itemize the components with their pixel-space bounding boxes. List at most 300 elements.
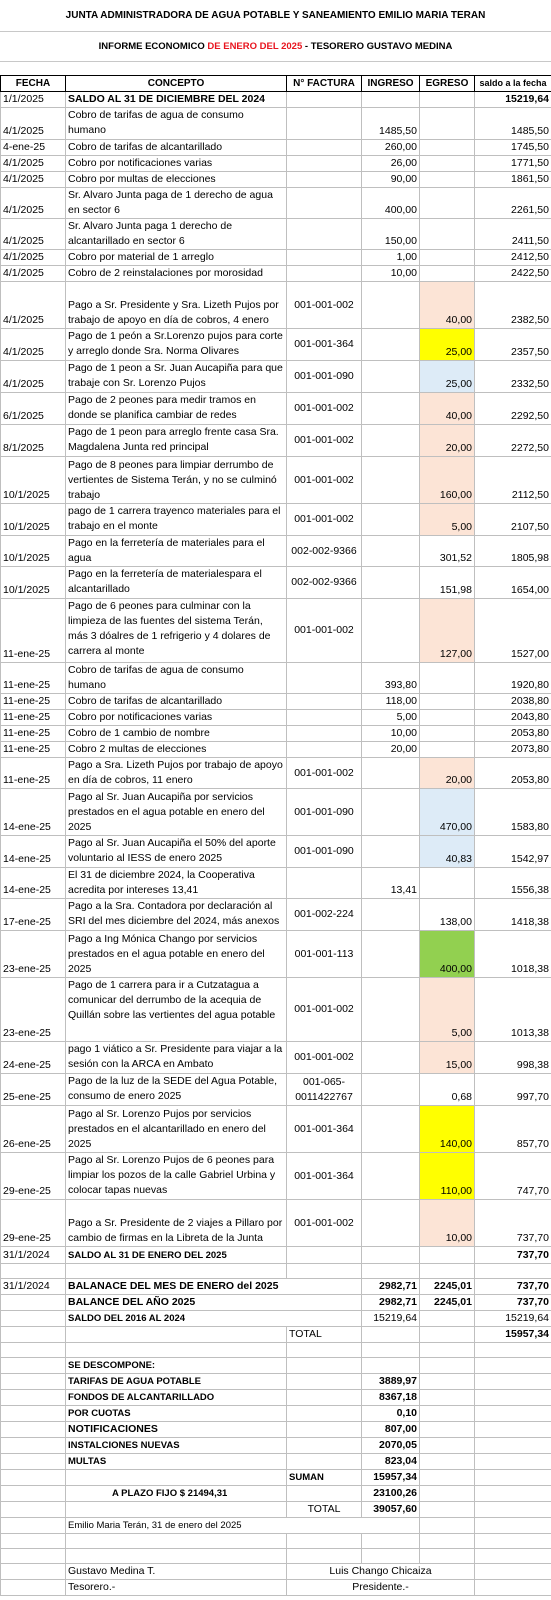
breakdown-label: MULTAS: [66, 1454, 287, 1470]
table-row: [1, 1042, 551, 1074]
plazo-fijo-row: [1, 1486, 551, 1502]
row-egreso: [420, 188, 475, 219]
balance-month-saldo: 737,70: [475, 1279, 551, 1295]
breakdown-value: 2070,05: [362, 1438, 420, 1454]
signer2-name: Luis Chango Chicaiza: [287, 1564, 475, 1580]
balance-month-egreso: 2245,01: [420, 1279, 475, 1295]
row-ingreso: [362, 931, 420, 978]
col-header-concepto: CONCEPTO: [66, 76, 287, 92]
breakdown-heading: SE DESCOMPONE:: [66, 1358, 287, 1374]
table-row: [1, 758, 551, 789]
suman-row: [1, 1470, 551, 1486]
table-row: [1, 250, 551, 266]
row-fecha: 26-ene-25: [1, 1106, 66, 1153]
plazo-fijo-label: A PLAZO FIJO $ 21494,31: [66, 1486, 287, 1502]
row-saldo: 1527,00: [475, 599, 551, 663]
row-saldo: 2107,50: [475, 504, 551, 536]
table-row: [1, 108, 551, 140]
row-concepto: Cobro de tarifas de agua de consumo humano: [66, 108, 287, 140]
breakdown-row: [1, 1406, 551, 1422]
table-row: [1, 567, 551, 599]
row-saldo: 1920,80: [475, 663, 551, 694]
table-row: [1, 156, 551, 172]
row-fecha: 1/1/2025: [1, 92, 66, 108]
row-concepto: Pago al Sr. Juan Aucapiña el 50% del aporte voluntario al IESS de enero 2025: [66, 836, 287, 868]
row-saldo: 1013,38: [475, 978, 551, 1042]
row-fecha: 14-ene-25: [1, 836, 66, 868]
row-egreso: [420, 868, 475, 899]
row-factura: 001-001-002: [287, 978, 362, 1042]
table-row: [1, 1200, 551, 1247]
table-row: [1, 931, 551, 978]
row-fecha: 4/1/2025: [1, 250, 66, 266]
row-egreso: 301,52: [420, 536, 475, 567]
row-ingreso: 5,00: [362, 710, 420, 726]
table-row: [1, 836, 551, 868]
summary-body: [1, 1264, 551, 1374]
row-egreso: 20,00: [420, 758, 475, 789]
row-concepto: Pago en la ferretería de materialespara el alcantarillado: [66, 567, 287, 599]
row-factura: 002-002-9366: [287, 567, 362, 599]
signer1-name: Gustavo Medina T.: [66, 1564, 287, 1580]
row-saldo: 1542,97: [475, 836, 551, 868]
row-egreso: 25,00: [420, 329, 475, 361]
row-factura: 001-001-113: [287, 931, 362, 978]
row-fecha: 23-ene-25: [1, 978, 66, 1042]
row-factura: 001-001-364: [287, 329, 362, 361]
ledger-table: [0, 75, 551, 1596]
row-saldo: 1771,50: [475, 156, 551, 172]
row-saldo: 2038,80: [475, 694, 551, 710]
row-fecha: 29-ene-25: [1, 1153, 66, 1200]
row-concepto: Pago a Sr. Presidente de 2 viajes a Pillaro por cambio de firmas en la Libreta de la Junta: [66, 1200, 287, 1247]
row-fecha: 11-ene-25: [1, 758, 66, 789]
row-saldo: 2053,80: [475, 726, 551, 742]
table-row: [1, 789, 551, 836]
row-saldo: 2382,50: [475, 282, 551, 329]
row-ingreso: 20,00: [362, 742, 420, 758]
col-header-egreso: EGRESO: [420, 76, 475, 92]
header-row: [1, 76, 551, 92]
row-concepto: Pago de 2 peones para medir tramos en donde se planifica cambiar de redes: [66, 393, 287, 425]
row-concepto: Pago de 1 peon para arreglo frente casa Sra. Magdalena Junta red principal: [66, 425, 287, 457]
balance-year-saldo: 737,70: [475, 1295, 551, 1311]
row-ingreso: [362, 758, 420, 789]
row-concepto: Cobro de tarifas de agua de consumo humano: [66, 663, 287, 694]
report-subtitle: [0, 31, 551, 62]
balance-month-label: BALANACE DEL MES DE ENERO del 2025: [66, 1279, 362, 1295]
saldo-2016-ingreso: 15219,64: [362, 1311, 420, 1327]
table-row: [1, 1074, 551, 1106]
row-factura: [287, 726, 362, 742]
row-saldo: 1418,38: [475, 899, 551, 931]
row-factura: 001-001-090: [287, 836, 362, 868]
row-ingreso: [362, 536, 420, 567]
row-ingreso: 150,00: [362, 219, 420, 250]
row-ingreso: [362, 836, 420, 868]
row-saldo: 2412,50: [475, 250, 551, 266]
table-row: [1, 266, 551, 282]
row-ingreso: [362, 361, 420, 393]
table-row: [1, 282, 551, 329]
row-egreso: [420, 92, 475, 108]
row-saldo: 737,70: [475, 1247, 551, 1264]
row-saldo: 2112,50: [475, 457, 551, 504]
balance-month-row: [1, 1279, 551, 1295]
row-saldo: 15219,64: [475, 92, 551, 108]
row-saldo: 1805,98: [475, 536, 551, 567]
row-fecha: 11-ene-25: [1, 663, 66, 694]
row-fecha: 23-ene-25: [1, 931, 66, 978]
row-factura: [287, 219, 362, 250]
suman-label: SUMAN: [287, 1470, 362, 1486]
row-concepto: pago de 1 carrera trayenco materiales para el trabajo en el monte: [66, 504, 287, 536]
row-fecha: 14-ene-25: [1, 789, 66, 836]
row-saldo: 1485,50: [475, 108, 551, 140]
row-factura: 001-001-090: [287, 789, 362, 836]
row-concepto: Cobro por multas de elecciones: [66, 172, 287, 188]
grand-total-row: [1, 1502, 551, 1518]
table-row: [1, 504, 551, 536]
row-egreso: 40,00: [420, 282, 475, 329]
row-ingreso: [362, 457, 420, 504]
row-saldo: 1861,50: [475, 172, 551, 188]
row-factura: 001-001-364: [287, 1106, 362, 1153]
row-fecha: 6/1/2025: [1, 393, 66, 425]
row-egreso: 40,00: [420, 393, 475, 425]
row-egreso: [420, 694, 475, 710]
report-title: JUNTA ADMINISTRADORA DE AGUA POTABLE Y SANEAMIENTO EMILIO MARIA TERAN: [0, 0, 551, 32]
table-row: [1, 425, 551, 457]
table-row: [1, 172, 551, 188]
table-row: [1, 1106, 551, 1153]
row-egreso: [420, 140, 475, 156]
row-factura: [287, 140, 362, 156]
row-concepto: Pago al Sr. Lorenzo Pujos por servicios prestados en el alcantarillado en enero del 2025: [66, 1106, 287, 1153]
grand-total-label: TOTAL: [287, 1502, 362, 1518]
row-concepto: Pago al Sr. Juan Aucapiña por servicios prestados en el agua potable en enero del 2025: [66, 789, 287, 836]
row-factura: [287, 742, 362, 758]
row-factura: 001-001-002: [287, 1200, 362, 1247]
row-saldo: 747,70: [475, 1153, 551, 1200]
row-factura: [287, 188, 362, 219]
row-egreso: 127,00: [420, 599, 475, 663]
breakdown-value: 3889,97: [362, 1374, 420, 1390]
subtitle-prefix: INFORME ECONOMICO: [98, 40, 205, 52]
row-concepto: Cobro de tarifas de alcantarillado: [66, 694, 287, 710]
row-concepto: Pago a Ing Mónica Chango por servicios prestados en el agua potable en enero del 2025: [66, 931, 287, 978]
table-row: [1, 457, 551, 504]
row-factura: 002-002-9366: [287, 536, 362, 567]
row-saldo: 2261,50: [475, 188, 551, 219]
row-concepto: Cobro por notificaciones varias: [66, 156, 287, 172]
row-concepto: Sr. Alvaro Junta paga de 1 derecho de agua en sector 6: [66, 188, 287, 219]
breakdown-row: [1, 1454, 551, 1470]
row-factura: [287, 108, 362, 140]
row-concepto: pago 1 viático a Sr. Presidente para viajar a la sesión con la ARCA en Ambato: [66, 1042, 287, 1074]
table-row: [1, 92, 551, 108]
breakdown-label: POR CUOTAS: [66, 1406, 287, 1422]
row-fecha: 17-ene-25: [1, 899, 66, 931]
row-factura: 001-001-002: [287, 393, 362, 425]
row-fecha: 4/1/2025: [1, 108, 66, 140]
signer-roles-row: [1, 1580, 551, 1596]
table-row: [1, 361, 551, 393]
breakdown-value: 0,10: [362, 1406, 420, 1422]
row-fecha: 4/1/2025: [1, 156, 66, 172]
plazo-fijo-value: 23100,26: [362, 1486, 420, 1502]
row-fecha: 4/1/2025: [1, 188, 66, 219]
row-concepto: Pago de 6 peones para culminar con la limpieza de las fuentes del sistema Terán, más 3 dóalres de 1 refrigerio y 4 dolares de carrera al monte: [66, 599, 287, 663]
row-saldo: 2272,50: [475, 425, 551, 457]
place-date-row: [1, 1518, 551, 1534]
row-egreso: 20,00: [420, 425, 475, 457]
row-egreso: [420, 710, 475, 726]
row-egreso: 15,00: [420, 1042, 475, 1074]
row-egreso: 25,00: [420, 361, 475, 393]
breakdown-row: [1, 1390, 551, 1406]
row-fecha: 11-ene-25: [1, 599, 66, 663]
balance-year-label: BALANCE DEL AÑO 2025: [66, 1295, 362, 1311]
row-factura: 001-065-0011422767: [287, 1074, 362, 1106]
row-ingreso: [362, 1042, 420, 1074]
breakdown-row: [1, 1374, 551, 1390]
table-row: [1, 219, 551, 250]
row-factura: [287, 694, 362, 710]
row-fecha: 4/1/2025: [1, 282, 66, 329]
row-concepto: Pago de la luz de la SEDE del Agua Potable, consumo de enero 2025: [66, 1074, 287, 1106]
grand-total-value: 39057,60: [362, 1502, 420, 1518]
row-egreso: 138,00: [420, 899, 475, 931]
breakdown-label: FONDOS DE ALCANTARILLADO: [66, 1390, 287, 1406]
row-saldo: 737,70: [475, 1200, 551, 1247]
row-ingreso: [362, 978, 420, 1042]
saldo-2016-row: [1, 1311, 551, 1327]
breakdown-label: TARIFAS DE AGUA POTABLE: [66, 1374, 287, 1390]
signer2-role: Presidente.-: [287, 1580, 475, 1596]
row-egreso: 151,98: [420, 567, 475, 599]
table-row: [1, 393, 551, 425]
row-ingreso: 393,80: [362, 663, 420, 694]
row-factura: [287, 156, 362, 172]
breakdown-label: INSTALCIONES NUEVAS: [66, 1438, 287, 1454]
row-fecha: 10/1/2025: [1, 536, 66, 567]
row-factura: 001-001-002: [287, 758, 362, 789]
row-egreso: 40,83: [420, 836, 475, 868]
row-ingreso: [362, 282, 420, 329]
row-fecha: 11-ene-25: [1, 694, 66, 710]
breakdown-value: 807,00: [362, 1422, 420, 1438]
row-fecha: 25-ene-25: [1, 1074, 66, 1106]
row-fecha: 11-ene-25: [1, 742, 66, 758]
row-factura: [287, 266, 362, 282]
row-egreso: 10,00: [420, 1200, 475, 1247]
row-fecha: 14-ene-25: [1, 868, 66, 899]
row-concepto: SALDO AL 31 DE ENERO DEL 2025: [66, 1247, 287, 1264]
row-factura: 001-002-224: [287, 899, 362, 931]
row-ingreso: [362, 599, 420, 663]
subtitle-period: DE ENERO DEL 2025: [207, 40, 303, 52]
row-factura: 001-001-002: [287, 1042, 362, 1074]
row-egreso: [420, 266, 475, 282]
row-egreso: [420, 726, 475, 742]
row-fecha: 11-ene-25: [1, 710, 66, 726]
row-ingreso: [362, 1106, 420, 1153]
row-egreso: 470,00: [420, 789, 475, 836]
breakdown-row: [1, 1422, 551, 1438]
row-saldo: 997,70: [475, 1074, 551, 1106]
breakdown-value: 823,04: [362, 1454, 420, 1470]
row-saldo: 2357,50: [475, 329, 551, 361]
breakdown-value: 8367,18: [362, 1390, 420, 1406]
row-saldo: 2422,50: [475, 266, 551, 282]
table-row: [1, 978, 551, 1042]
row-egreso: [420, 156, 475, 172]
row-ingreso: [362, 504, 420, 536]
row-fecha: 24-ene-25: [1, 1042, 66, 1074]
totals-body: [1, 1470, 551, 1596]
row-fecha: 10/1/2025: [1, 567, 66, 599]
row-saldo: 2332,50: [475, 361, 551, 393]
subtitle-treasurer: - TESORERO GUSTAVO MEDINA: [304, 40, 453, 52]
row-factura: 001-001-002: [287, 599, 362, 663]
balance-year-ingreso: 2982,71: [362, 1295, 420, 1311]
row-egreso: 110,00: [420, 1153, 475, 1200]
row-egreso: [420, 1247, 475, 1264]
row-fecha: 31/1/2024: [1, 1247, 66, 1264]
blank-row: [1, 1534, 551, 1549]
row-egreso: 160,00: [420, 457, 475, 504]
table-row: [1, 188, 551, 219]
row-ingreso: [362, 567, 420, 599]
row-concepto: El 31 de diciembre 2024, la Cooperativa acredita por intereses 13,41: [66, 868, 287, 899]
row-ingreso: [362, 329, 420, 361]
row-ingreso: [362, 1153, 420, 1200]
balance-month-date: 31/1/2024: [1, 1279, 66, 1295]
row-fecha: 11-ene-25: [1, 726, 66, 742]
row-ingreso: [362, 425, 420, 457]
row-concepto: SALDO AL 31 DE DICIEMBRE DEL 2024: [66, 92, 287, 108]
blank-row: [1, 1549, 551, 1564]
row-concepto: Cobro de tarifas de alcantarillado: [66, 140, 287, 156]
row-egreso: [420, 219, 475, 250]
row-fecha: 4/1/2025: [1, 219, 66, 250]
row-fecha: 4/1/2025: [1, 361, 66, 393]
row-factura: [287, 172, 362, 188]
col-header-factura: N° FACTURA: [287, 76, 362, 92]
table-row: [1, 536, 551, 567]
row-ingreso: [362, 1247, 420, 1264]
row-saldo: 2292,50: [475, 393, 551, 425]
blank-row: [1, 1264, 551, 1279]
breakdown-body: [1, 1374, 551, 1470]
row-saldo: 1018,38: [475, 931, 551, 978]
row-concepto: Cobro por material de 1 arreglo: [66, 250, 287, 266]
row-saldo: 1556,38: [475, 868, 551, 899]
row-egreso: 140,00: [420, 1106, 475, 1153]
row-factura: 001-001-002: [287, 457, 362, 504]
place-date: Emilio Maria Terán, 31 de enero del 2025: [66, 1518, 420, 1534]
row-factura: [287, 868, 362, 899]
row-ingreso: [362, 92, 420, 108]
table-row: [1, 1153, 551, 1200]
balance-month-ingreso: 2982,71: [362, 1279, 420, 1295]
col-header-saldo: saldo a la fecha: [475, 76, 551, 92]
table-row: [1, 726, 551, 742]
row-fecha: 10/1/2025: [1, 504, 66, 536]
row-concepto: Pago de 8 peones para limpiar derrumbo de vertientes de Sistema Terán, y no se culminó trabajo: [66, 457, 287, 504]
breakdown-label: NOTIFICACIONES: [66, 1422, 287, 1438]
row-factura: 001-001-002: [287, 282, 362, 329]
row-fecha: 10/1/2025: [1, 457, 66, 504]
row-factura: 001-001-002: [287, 425, 362, 457]
row-concepto: Pago a Sr. Presidente y Sra. Lizeth Pujos por trabajo de apoyo en día de cobros, 4 enero: [66, 282, 287, 329]
row-concepto: Pago a la Sra. Contadora por declaración al SRI del mes diciembre del 2024, más anexos: [66, 899, 287, 931]
row-fecha: 29-ene-25: [1, 1200, 66, 1247]
saldo-2016-saldo: 15219,64: [475, 1311, 551, 1327]
row-saldo: 998,38: [475, 1042, 551, 1074]
row-ingreso: 118,00: [362, 694, 420, 710]
total-label: TOTAL: [287, 1327, 362, 1343]
row-fecha: 8/1/2025: [1, 425, 66, 457]
row-egreso: 400,00: [420, 931, 475, 978]
row-factura: 001-001-002: [287, 504, 362, 536]
row-fecha: 4/1/2025: [1, 329, 66, 361]
table-row: [1, 329, 551, 361]
row-egreso: 0,68: [420, 1074, 475, 1106]
row-factura: [287, 663, 362, 694]
row-concepto: Pago al Sr. Lorenzo Pujos de 6 peones para limpiar los pozos de la calle Gabriel Urbina y colocar tapas nuevas: [66, 1153, 287, 1200]
saldo-2016-label: SALDO DEL 2016 AL 2024: [66, 1311, 362, 1327]
row-factura: 001-001-364: [287, 1153, 362, 1200]
row-factura: [287, 710, 362, 726]
row-egreso: [420, 172, 475, 188]
row-ingreso: [362, 899, 420, 931]
suman-value: 15957,34: [362, 1470, 420, 1486]
table-row: [1, 694, 551, 710]
table-row: [1, 140, 551, 156]
row-concepto: Pago de 1 peon a Sr. Juan Aucapiña para que trabaje con Sr. Lorenzo Pujos: [66, 361, 287, 393]
row-fecha: 4/1/2025: [1, 172, 66, 188]
table-row: [1, 899, 551, 931]
row-factura: [287, 250, 362, 266]
row-concepto: Pago de 1 peón a Sr.Lorenzo pujos para corte y arreglo donde Sra. Norma Olivares: [66, 329, 287, 361]
row-concepto: Pago a Sra. Lizeth Pujos por trabajo de apoyo en día de cobros, 11 enero: [66, 758, 287, 789]
row-egreso: [420, 742, 475, 758]
row-concepto: Cobro por notificaciones varias: [66, 710, 287, 726]
row-egreso: [420, 108, 475, 140]
row-ingreso: 260,00: [362, 140, 420, 156]
row-fecha: 4-ene-25: [1, 140, 66, 156]
row-ingreso: [362, 789, 420, 836]
signer-names-row: [1, 1564, 551, 1580]
col-header-ingreso: INGRESO: [362, 76, 420, 92]
row-saldo: 2053,80: [475, 758, 551, 789]
row-ingreso: 90,00: [362, 172, 420, 188]
row-ingreso: 10,00: [362, 266, 420, 282]
row-egreso: [420, 250, 475, 266]
row-ingreso: [362, 1200, 420, 1247]
row-concepto: Pago en la ferretería de materiales para el agua: [66, 536, 287, 567]
table-row: [1, 742, 551, 758]
row-egreso: [420, 663, 475, 694]
col-header-fecha: FECHA: [1, 76, 66, 92]
row-saldo: 2043,80: [475, 710, 551, 726]
row-ingreso: [362, 393, 420, 425]
table-row: [1, 868, 551, 899]
row-concepto: Pago de 1 carrera para ir a Cutzatagua a comunicar del derrumbo de la acequia de Quillán sobre las vertientes del agua potable: [66, 978, 287, 1042]
table-row: [1, 1247, 551, 1264]
